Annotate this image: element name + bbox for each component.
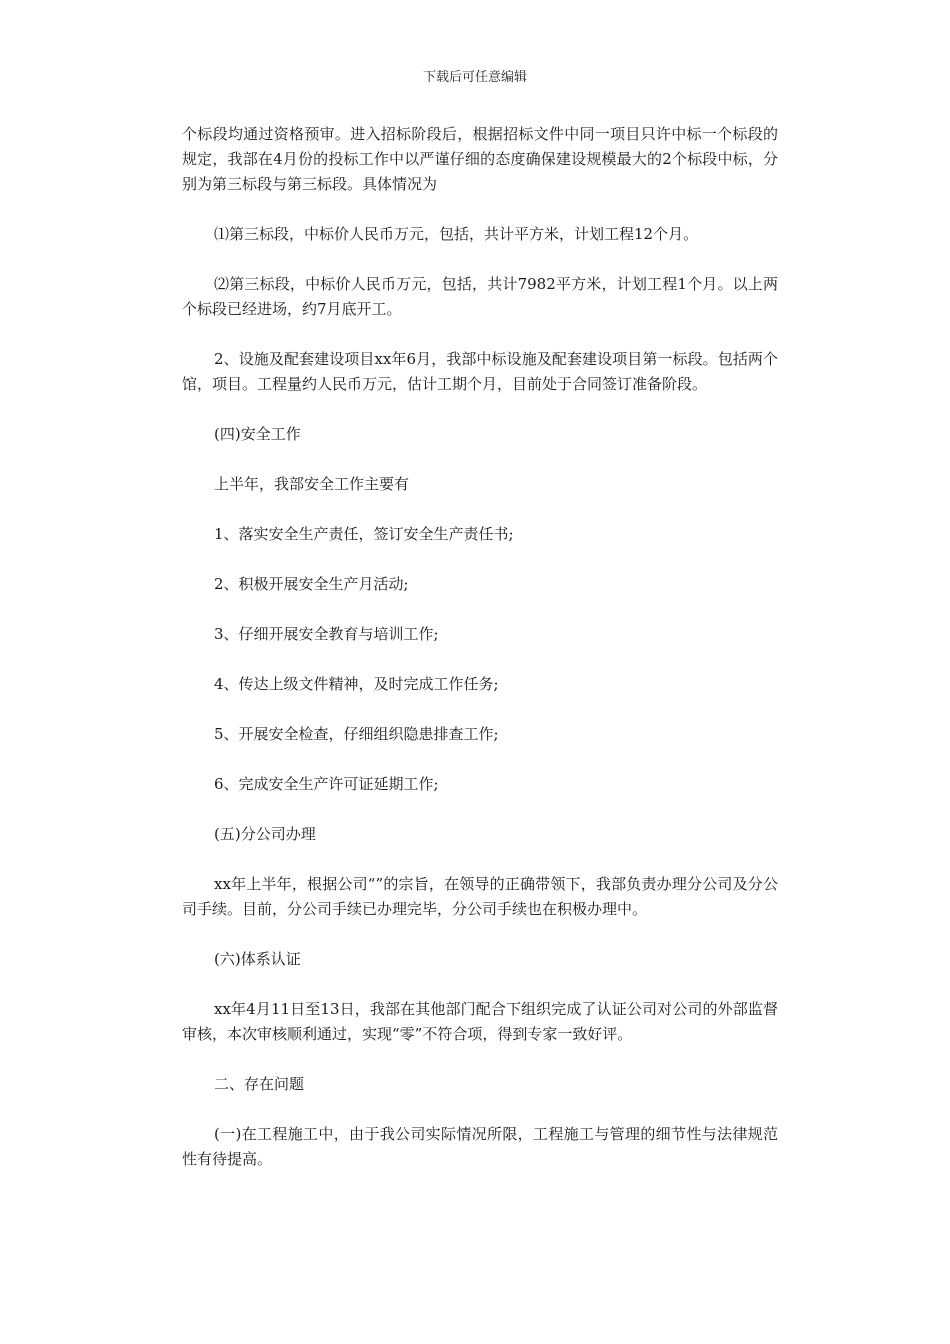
list-item-safety-3: 3、仔细开展安全教育与培训工作;: [214, 625, 439, 643]
paragraph-branch-office: xx年上半年，根据公司“”的宗旨，在领导的正确带领下，我部负责办理分公司及分公司手续。目前，分公司手续已办理完毕，分公司手续也在积极办理中。: [182, 875, 778, 918]
list-item-safety-6: 6、完成安全生产许可证延期工作;: [214, 775, 439, 793]
paragraph-problem-1: (一)在工程施工中，由于我公司实际情况所限，工程施工与管理的细节性与法律规范性有待提高。: [182, 1125, 778, 1168]
paragraph-bidding-intro: 个标段均通过资格预审。进入招标阶段后，根据招标文件中同一项目只许中标一个标段的规定，我部在4月份的投标工作中以严谨仔细的态度确保建设规模最大的2个标段中标，分别为第三标段与第三标段。具体情况为: [182, 125, 778, 193]
paragraph-section3-b: ⑵第三标段，中标价人民币万元，包括，共计7982平方米，计划工程1个月。以上两个标段已经进场，约7月底开工。: [182, 275, 778, 318]
list-item-safety-4: 4、传达上级文件精神，及时完成工作任务;: [214, 675, 499, 693]
paragraph-safety-intro: 上半年，我部安全工作主要有: [214, 475, 410, 493]
heading-existing-problems: 二、存在问题: [214, 1075, 305, 1093]
paragraph-system-certification: xx年4月11日至13日，我部在其他部门配合下组织完成了认证公司对公司的外部监督审核，本次审核顺利通过，实现“零”不符合项，得到专家一致好评。: [182, 1000, 778, 1043]
heading-system-certification: (六)体系认证: [214, 950, 301, 968]
list-item-safety-2: 2、积极开展安全生产月活动;: [214, 575, 409, 593]
list-item-safety-1: 1、落实安全生产责任，签订安全生产责任书;: [214, 525, 514, 543]
paragraph-facilities-project: 2、设施及配套建设项目xx年6月，我部中标设施及配套建设项目第一标段。包括两个馆，项目。工程量约人民币万元，估计工期个月，目前处于合同签订准备阶段。: [182, 350, 778, 393]
paragraph-section3-a: ⑴第三标段，中标价人民币万元，包括，共计平方米，计划工程12个月。: [214, 225, 699, 243]
heading-branch-office: (五)分公司办理: [214, 825, 316, 843]
document-body: [182, 122, 778, 1197]
page-header: 下载后可任意编辑: [422, 70, 527, 85]
list-item-safety-5: 5、开展安全检查，仔细组织隐患排查工作;: [214, 725, 499, 743]
heading-safety-work: (四)安全工作: [214, 425, 301, 443]
